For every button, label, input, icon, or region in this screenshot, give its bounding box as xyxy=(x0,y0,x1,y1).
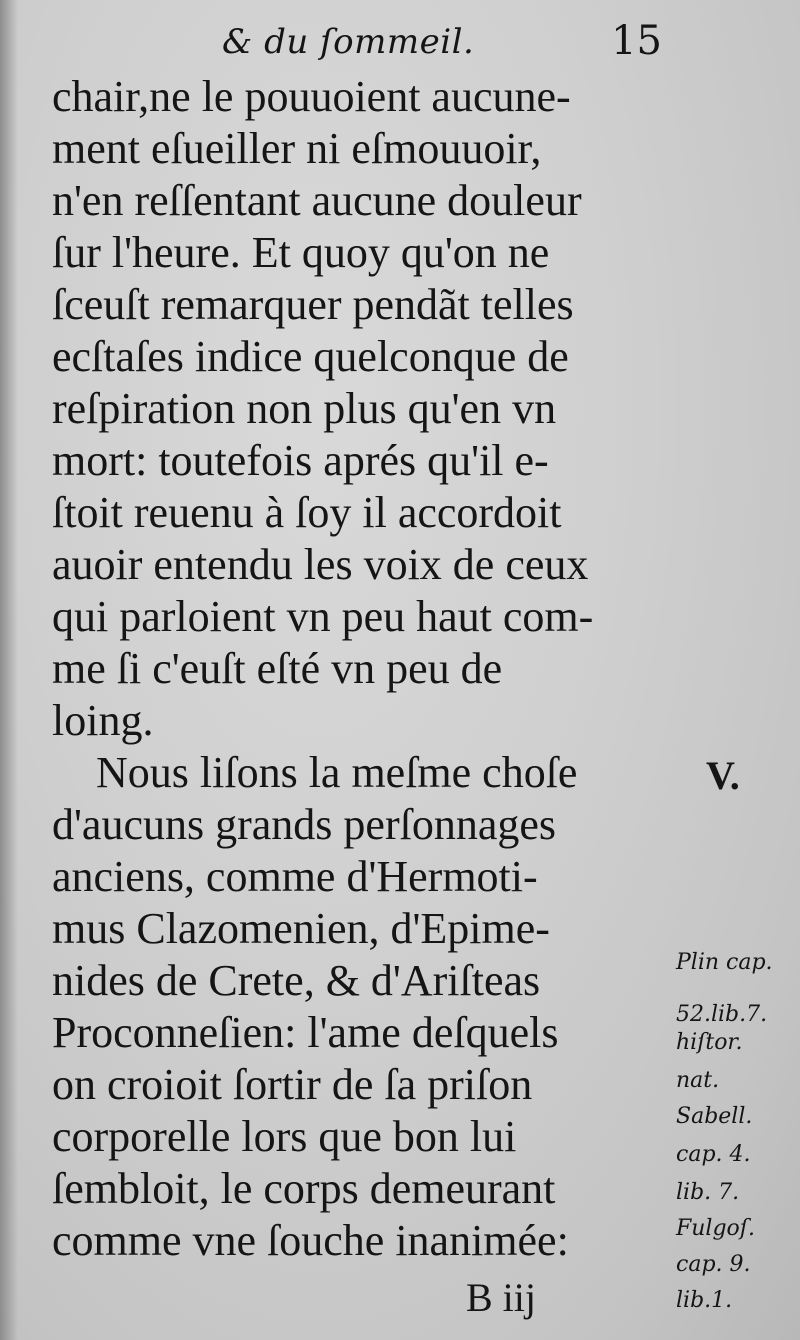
paragraph-first-line: Nous liſons la meſme choſe xyxy=(96,748,578,797)
section-numeral: V. xyxy=(706,753,740,798)
marginal-note: Plin cap. xyxy=(676,950,773,975)
marginal-note: nat. xyxy=(676,1068,720,1093)
marginal-note: lib. 7. xyxy=(676,1180,740,1205)
marginal-note: Fulgoſ. xyxy=(676,1216,755,1241)
body-line: reſpiration non plus qu'en vn xyxy=(52,384,557,433)
body-line: loing. xyxy=(52,696,154,745)
signature-mark: B iij xyxy=(466,1275,537,1320)
body-line: chair,ne le pouuoient aucune- xyxy=(52,72,571,121)
body-line: comme vne ſouche inanimée: xyxy=(52,1216,569,1265)
body-line: ſembloit, le corps demeurant xyxy=(52,1164,556,1213)
marginal-note: Sabell. xyxy=(676,1104,753,1129)
body-line: ſceuſt remarquer pendãt telles xyxy=(52,280,574,329)
body-line: ment eſueiller ni eſmouuoir, xyxy=(52,124,542,173)
body-line: mus Clazomenien, d'Epime- xyxy=(52,904,550,953)
body-line: ecſtaſes indice quelconque de xyxy=(52,332,569,381)
running-head-title: & du ſommeil. xyxy=(222,22,475,62)
body-line: Proconneſien: l'ame deſquels xyxy=(52,1008,559,1057)
body-line: corporelle lors que bon lui xyxy=(52,1112,517,1161)
gutter-shadow xyxy=(0,0,18,1340)
marginal-note: lib.1. xyxy=(676,1288,733,1313)
marginal-note: cap. 4. xyxy=(676,1142,751,1167)
body-line: anciens, comme d'Hermoti- xyxy=(52,852,538,901)
marginal-note: 52.lib.7. xyxy=(676,1002,768,1027)
body-line: me ſi c'euſt eſté vn peu de xyxy=(52,644,503,693)
body-line: auoir entendu les voix de ceux xyxy=(52,540,589,589)
body-line: on croioit ſortir de ſa priſon xyxy=(52,1060,533,1109)
body-line: mort: toutefois aprés qu'il e- xyxy=(52,436,549,485)
marginal-note: hiſtor. xyxy=(676,1030,743,1055)
body-line: n'en reſſentant aucune douleur xyxy=(52,176,582,225)
running-head xyxy=(222,18,662,78)
marginal-note: cap. 9. xyxy=(676,1252,751,1277)
body-line: nides de Crete, & d'Ariſteas xyxy=(52,956,541,1005)
body-line: qui parloient vn peu haut com- xyxy=(52,592,594,641)
body-line: d'aucuns grands perſonnages xyxy=(52,800,557,849)
body-line: ſtoit reuenu à ſoy il accordoit xyxy=(52,488,562,537)
body-line: ſur l'heure. Et quoy qu'on ne xyxy=(52,228,550,277)
page-number: 15 xyxy=(611,18,662,64)
